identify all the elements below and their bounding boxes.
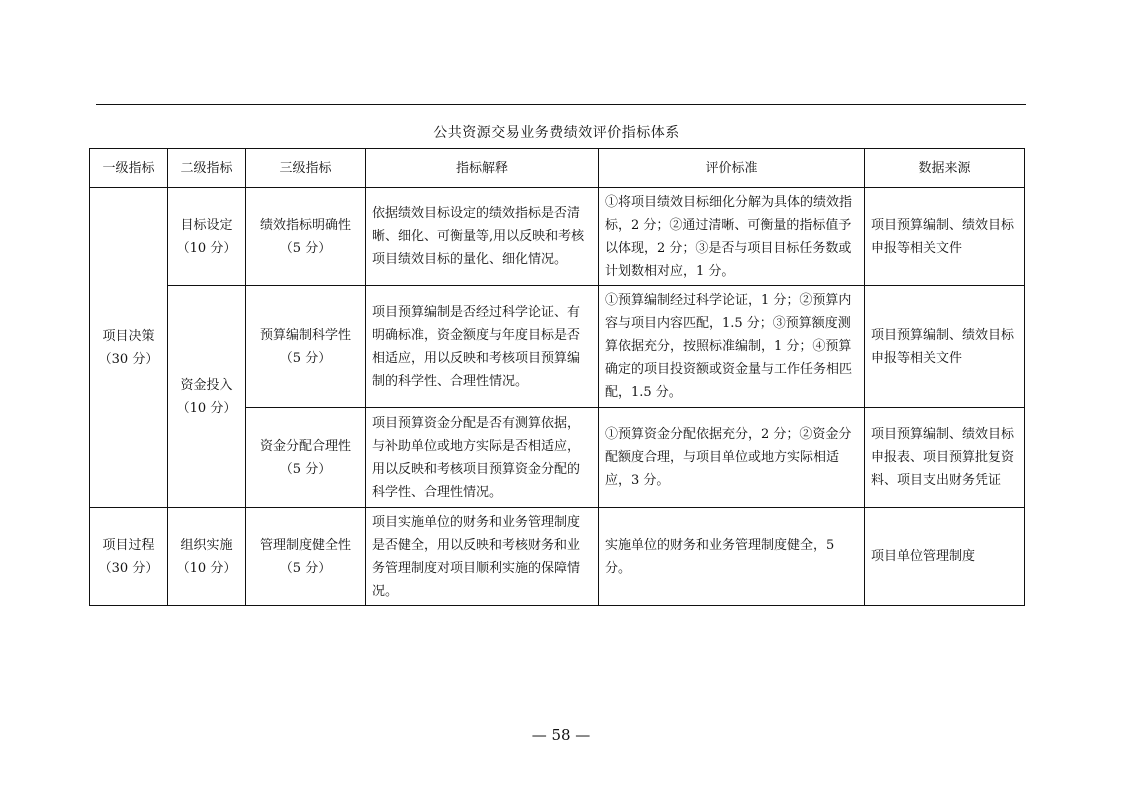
- standard-cell: ①预算资金分配依据充分，2 分；②资金分配额度合理，与项目单位或地方实际相适应，3 分。: [599, 408, 865, 508]
- header-standard: 评价标准: [599, 149, 865, 188]
- level3-score: （5 分）: [279, 350, 332, 366]
- level2-cell: [168, 508, 246, 606]
- page-number: — 58 —: [531, 726, 591, 744]
- document-title: 公共资源交易业务费绩效评价指标体系: [433, 125, 680, 141]
- level1-name: 项目过程: [102, 537, 155, 553]
- level3-cell: [246, 188, 366, 286]
- level3-name: 资金分配合理性: [259, 438, 351, 454]
- level2-cell: [168, 188, 246, 286]
- source-cell: 项目预算编制、绩效目标申报表、项目预算批复资料、项目支出财务凭证: [865, 408, 1025, 508]
- explanation-cell: 依据绩效目标设定的绩效指标是否清晰、细化、可衡量等,用以反映和考核项目绩效目标的量化、细化情况。: [366, 188, 599, 286]
- explanation-cell: 项目预算编制是否经过科学论证、有明确标准，资金额度与年度目标是否相适应，用以反映和考核项目预算编制的科学性、合理性情况。: [366, 286, 599, 408]
- level1-cell: [90, 508, 168, 606]
- level3-score: （5 分）: [279, 461, 332, 477]
- header-level3: 三级指标: [246, 149, 366, 188]
- standard-cell: ①预算编制经过科学论证，1 分；②预算内容与项目内容匹配，1.5 分；③预算额度测算依据充分，按照标准编制，1 分；④预算确定的项目投资额或资金量与工作任务相匹配，1.5 分。: [599, 286, 865, 408]
- evaluation-index-table: [89, 148, 1025, 606]
- header-level2: 二级指标: [168, 149, 246, 188]
- standard-cell: 实施单位的财务和业务管理制度健全，5 分。: [599, 508, 865, 606]
- level3-score: （5 分）: [279, 560, 332, 576]
- level2-name: 资金投入: [180, 377, 233, 393]
- explanation-cell: 项目预算资金分配是否有测算依据，与补助单位或地方实际是否相适应，用以反映和考核项目预算资金分配的科学性、合理性情况。: [366, 408, 599, 508]
- level1-score: （30 分）: [98, 560, 159, 576]
- source-cell: 项目预算编制、绩效目标申报等相关文件: [865, 286, 1025, 408]
- header-rule: [96, 104, 1026, 105]
- level2-name: 目标设定: [180, 217, 233, 233]
- level2-name: 组织实施: [180, 537, 233, 553]
- header-level1: 一级指标: [90, 149, 168, 188]
- level2-score: （10 分）: [176, 400, 237, 416]
- table-header-row: [90, 149, 1025, 188]
- level3-name: 管理制度健全性: [259, 537, 351, 553]
- level3-name: 预算编制科学性: [259, 327, 351, 343]
- explanation-cell: 项目实施单位的财务和业务管理制度是否健全，用以反映和考核财务和业务管理制度对项目顺利实施的保障情况。: [366, 508, 599, 606]
- level3-score: （5 分）: [279, 240, 332, 256]
- level3-cell: [246, 286, 366, 408]
- source-cell: 项目预算编制、绩效目标申报等相关文件: [865, 188, 1025, 286]
- level3-cell: [246, 408, 366, 508]
- level2-cell: [168, 286, 246, 508]
- standard-cell: ①将项目绩效目标细化分解为具体的绩效指标，2 分；②通过清晰、可衡量的指标值予以体现，2 分；③是否与项目目标任务数或计划数相对应，1 分。: [599, 188, 865, 286]
- header-explanation: 指标解释: [366, 149, 599, 188]
- level2-score: （10 分）: [176, 560, 237, 576]
- table-row: [90, 286, 1025, 408]
- level1-name: 项目决策: [102, 328, 155, 344]
- source-cell: 项目单位管理制度: [865, 508, 1025, 606]
- table-row: [90, 188, 1025, 286]
- level1-score: （30 分）: [98, 351, 159, 367]
- level1-cell: [90, 188, 168, 508]
- header-source: 数据来源: [865, 149, 1025, 188]
- level3-name: 绩效指标明确性: [259, 217, 351, 233]
- table-row: [90, 508, 1025, 606]
- level3-cell: [246, 508, 366, 606]
- level2-score: （10 分）: [176, 240, 237, 256]
